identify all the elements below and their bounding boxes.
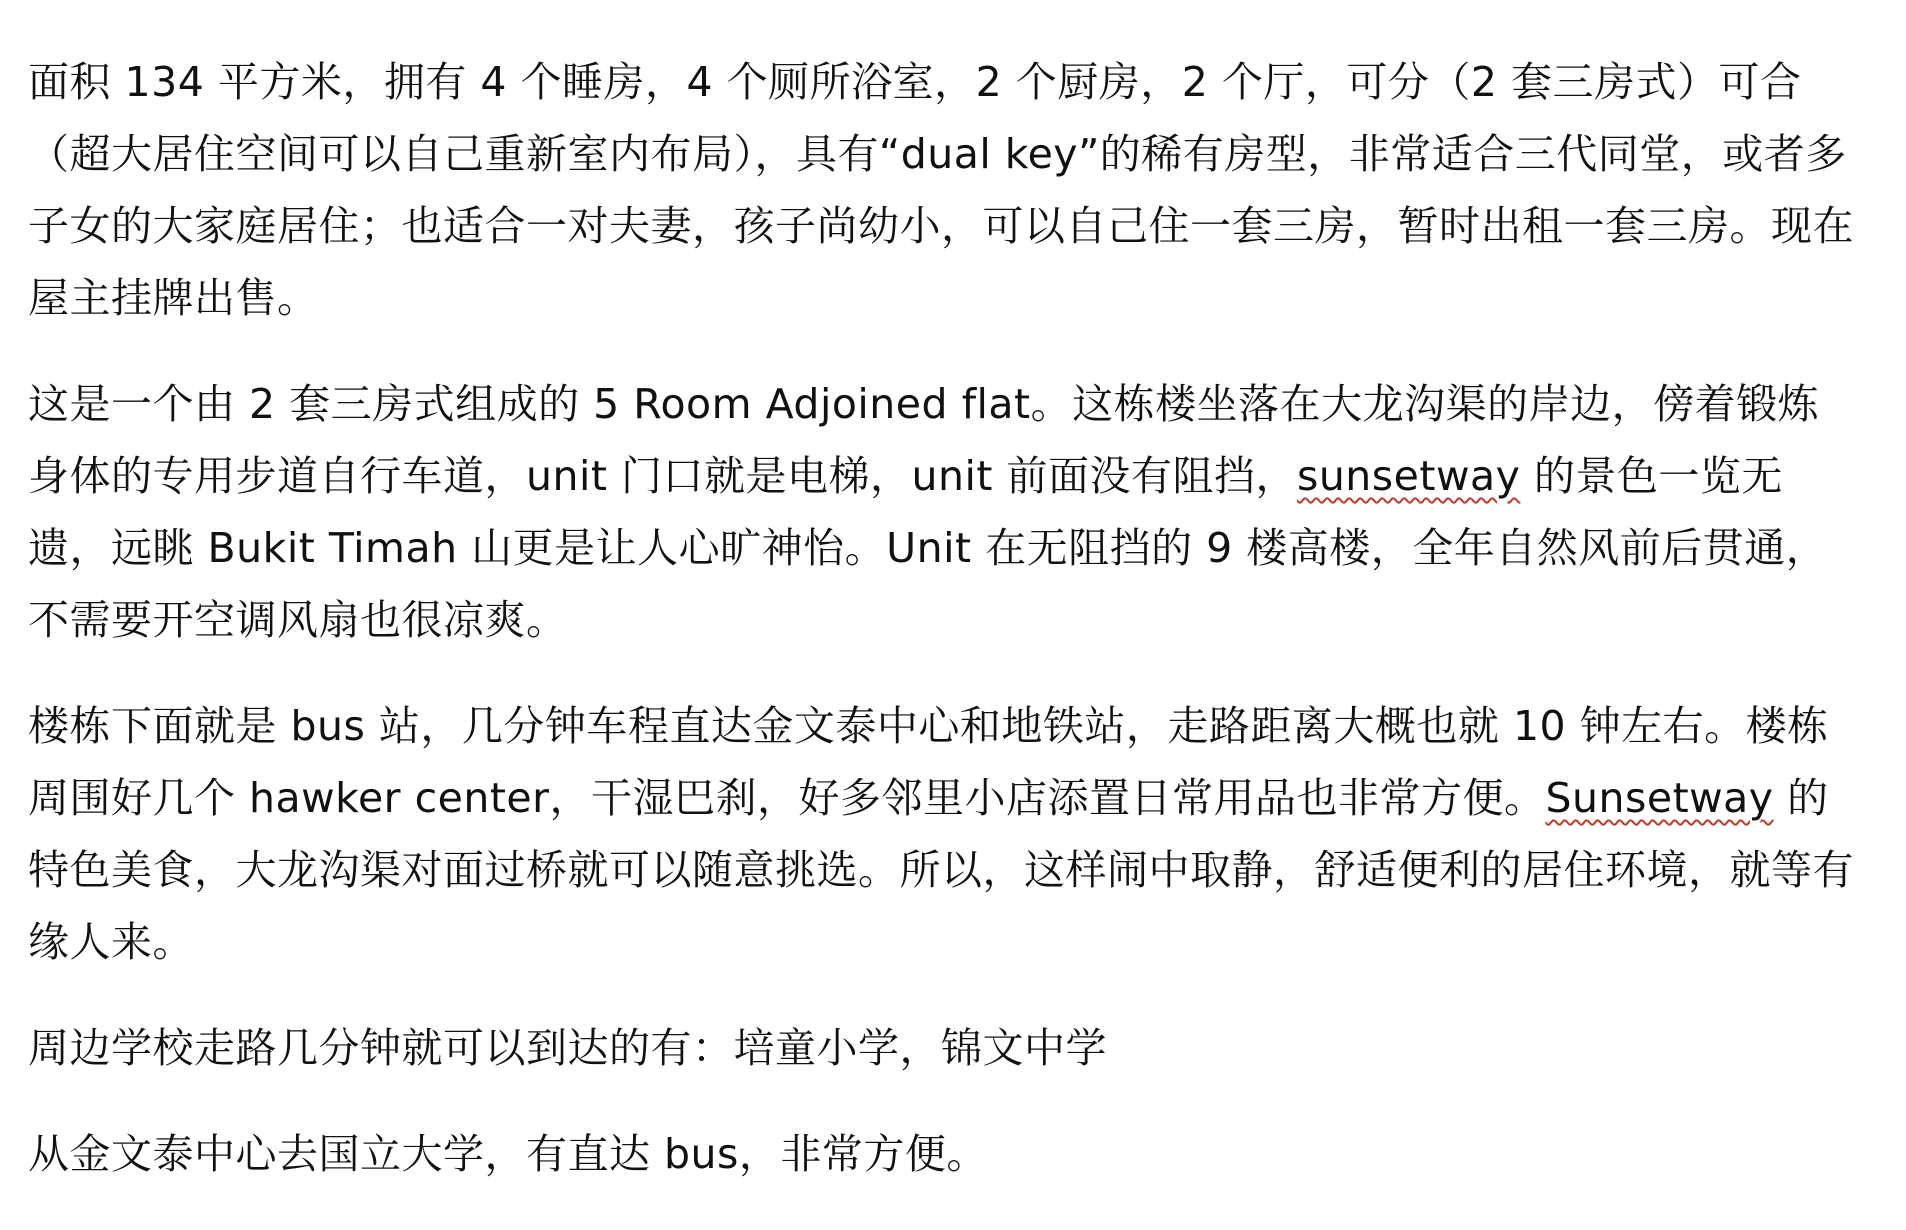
paragraph-4 xyxy=(28,1012,1858,1084)
spellcheck-word[interactable]: sunsetway xyxy=(1296,452,1521,500)
paragraph-5 xyxy=(28,1118,1858,1190)
paragraph-2 xyxy=(28,368,1858,656)
paragraph-3 xyxy=(28,690,1858,978)
document-body xyxy=(28,46,1858,1224)
paragraph-text: 面积 134 平方米，拥有 4 个睡房，4 个厕所浴室，2 个厨房，2 个厅，可分（2 套三房式）可合（超大居住空间可以自己重新室内布局），具有“dual key”的稀有房型，非常适合三代同堂，或者多子女的大家庭居住；也适合一对夫妻，孩子尚幼小，可以自己住一套三房，暂时出租一套三房。现在屋主挂牌出售。 xyxy=(28,58,1854,322)
paragraph-1 xyxy=(28,46,1858,334)
paragraph-text: 楼栋下面就是 bus 站，几分钟车程直达金文泰中心和地铁站，走路距离大概也就 10 钟左右。楼栋周围好几个 hawker center，干湿巴刹，好多邻里小店添置日常用品也非常方便。 xyxy=(28,702,1829,822)
paragraph-text: 的景色一览无遗，远眺 Bukit Timah 山更是让人心旷神怡。Unit 在无阻挡的 9 楼高楼，全年自然风前后贯通，不需要开空调风扇也很凉爽。 xyxy=(28,452,1828,644)
paragraph-text: 的特色美食，大龙沟渠对面过桥就可以随意挑选。所以，这样闹中取静，舒适便利的居住环境，就等有缘人来。 xyxy=(28,774,1854,966)
paragraph-text: 这是一个由 2 套三房式组成的 5 Room Adjoined flat。这栋楼坐落在大龙沟渠的岸边，傍着锻炼身体的专用步道自行车道，unit 门口就是电梯，unit 前面没有阻挡， xyxy=(28,380,1820,500)
paragraph-text: 从金文泰中心去国立大学，有直达 bus，非常方便。 xyxy=(28,1130,988,1178)
paragraph-text: 周边学校走路几分钟就可以到达的有：培童小学，锦文中学 xyxy=(28,1024,1107,1072)
spellcheck-word[interactable]: Sunsetway xyxy=(1545,774,1774,822)
